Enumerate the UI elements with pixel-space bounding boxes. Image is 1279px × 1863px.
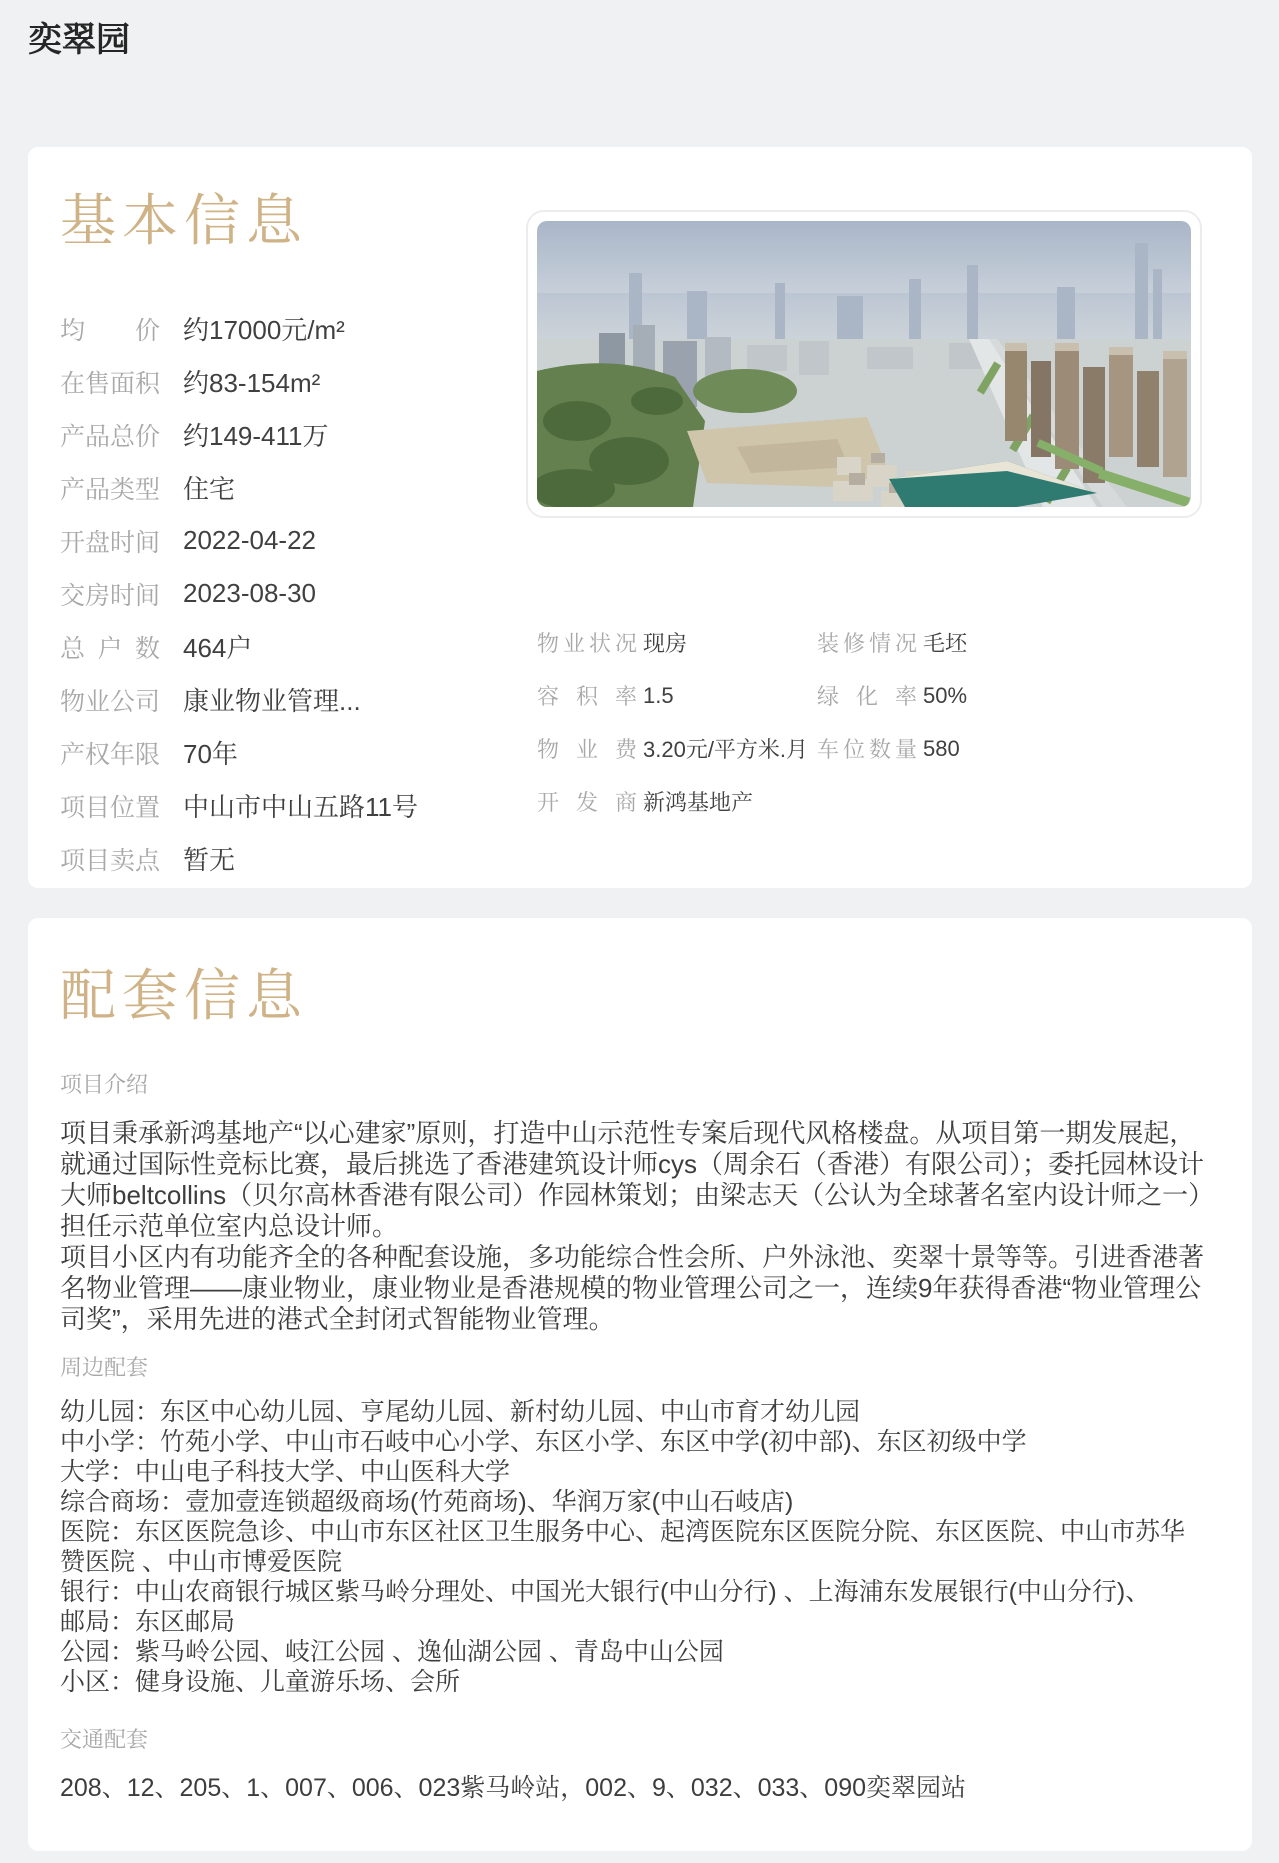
facility-item: 小区：健身设施、儿童游乐场、会所 (60, 1668, 461, 1696)
field-label: 物业状况 (537, 631, 637, 656)
aerial-city-photo-graphic (537, 221, 1191, 507)
basic-info-field-list (60, 302, 526, 885)
field-label: 产权年限 (60, 740, 161, 769)
facility-item: 公园：紫马岭公园、岐江公园 、逸仙湖公园 、青岛中山公园 (60, 1638, 724, 1666)
field-value: 暂无 (183, 845, 236, 875)
basic-info-field-row (60, 779, 526, 832)
basic-info-left-column (60, 190, 526, 885)
basic-info-field-row (60, 832, 526, 885)
field-label: 绿化率 (817, 684, 917, 709)
basic-info-field-row (60, 408, 526, 461)
field-value: 约17000元/m² (183, 315, 345, 345)
field-label: 产品类型 (60, 475, 161, 504)
field-label: 开发商 (537, 790, 637, 815)
basic-info-field-row (60, 302, 526, 355)
detail-field-row (537, 669, 817, 722)
field-label: 装修情况 (817, 631, 917, 656)
field-label: 开盘时间 (60, 528, 161, 557)
field-value: 1.5 (643, 682, 674, 708)
facility-item: 幼儿园：东区中心幼儿园、亨尾幼儿园、新村幼儿园、中山市育才幼儿园 (60, 1398, 861, 1426)
basic-info-field-row (60, 461, 526, 514)
basic-info-section-title: 基本信息 (60, 189, 308, 252)
field-value: 约149-411万 (183, 421, 329, 451)
basic-info-layout (60, 190, 1220, 885)
basic-info-detail-fields (526, 616, 1220, 828)
field-label: 项目卖点 (60, 846, 161, 875)
field-label: 物业公司 (60, 687, 161, 716)
facility-item: 大学：中山电子科技大学、中山医科大学 (60, 1458, 511, 1486)
facility-item: 中小学：竹苑小学、中山市石岐中心小学、东区小学、东区中学(初中部)、东区初级中学 (60, 1428, 1027, 1456)
field-value: 约83-154m² (183, 368, 321, 398)
basic-info-field-row (60, 726, 526, 779)
transport-label: 交通配套 (60, 1727, 149, 1752)
detail-field-row (537, 616, 817, 669)
field-label: 总户数 (60, 634, 160, 663)
basic-info-field-row (60, 514, 526, 567)
field-label: 在售面积 (60, 369, 161, 398)
field-label: 物业费 (537, 737, 637, 762)
nearby-facilities-list (60, 1397, 1208, 1697)
transport-routes: 208、12、205、1、007、006、023紫马岭站，002、9、032、033、090奕翠园站 (60, 1774, 967, 1802)
nearby-facilities-label: 周边配套 (60, 1355, 149, 1380)
field-value: 2023-08-30 (183, 578, 316, 608)
field-value: 毛坯 (923, 631, 968, 656)
facility-item: 综合商场：壹加壹连锁超级商场(竹苑商场)、华润万家(中山石岐店) (60, 1488, 794, 1516)
project-intro-label: 项目介绍 (60, 1072, 149, 1097)
facility-item: 邮局：东区邮局 (60, 1608, 236, 1636)
facilities-section-title: 配套信息 (60, 964, 308, 1027)
field-value: 3.20元/平方米.月 (643, 737, 809, 762)
field-label: 容积率 (537, 684, 637, 709)
basic-info-card (28, 147, 1252, 888)
detail-field-row (817, 616, 1220, 669)
field-value: 50% (923, 682, 968, 708)
basic-info-right-column (526, 190, 1220, 885)
property-aerial-photo[interactable] (526, 210, 1202, 518)
detail-field-row (537, 722, 817, 775)
intro-paragraph: 项目小区内有功能齐全的各种配套设施，多功能综合性会所、户外泳池、奕翠十景等等。引进香港著名物业管理——康业物业，康业物业是香港规模的物业管理公司之一，连续9年获得香港“物业管理公司奖”，采用先进的港式全封闭式智能物业管理。 (60, 1242, 1205, 1334)
field-value: 康业物业管理... (183, 686, 361, 716)
field-value: 现房 (643, 631, 688, 656)
basic-info-field-row (60, 567, 526, 620)
facility-item: 医院：东区医院急诊、中山市东区社区卫生服务中心、起湾医院东区医院分院、东区医院、中山市苏华赞医院 、中山市博爱医院 (60, 1518, 1186, 1576)
field-value: 70年 (183, 739, 238, 769)
field-value: 新鸿基地产 (643, 790, 754, 815)
page-title: 奕翠园 (28, 21, 130, 59)
project-intro-paragraphs (60, 1118, 1220, 1335)
detail-field-row (537, 775, 817, 828)
facility-item: 银行：中山农商银行城区紫马岭分理处、中国光大银行(中山分行) 、上海浦东发展银行(中山分行)、 (60, 1578, 1151, 1606)
intro-paragraph: 项目秉承新鸿基地产“以心建家”原则，打造中山示范性专案后现代风格楼盘。从项目第一期发展起，就通过国际性竞标比赛，最后挑选了香港建筑设计师cys（周余石（香港）有限公司）；委托园林设计大师beltcollins（贝尔高林香港有限公司）作园林策划；由梁志天（公认为全球著名室内设计师之一）担任示范单位室内总设计师。 (60, 1118, 1215, 1241)
basic-info-field-row (60, 673, 526, 726)
field-value: 住宅 (183, 474, 236, 504)
field-value: 464户 (183, 633, 253, 663)
basic-info-field-row (60, 620, 526, 673)
field-label: 均价 (60, 316, 160, 345)
detail-field-row (817, 722, 1220, 775)
field-label: 项目位置 (60, 793, 161, 822)
field-label: 产品总价 (60, 422, 161, 451)
basic-info-field-row (60, 355, 526, 408)
field-label: 车位数量 (817, 737, 917, 762)
field-value: 2022-04-22 (183, 525, 316, 555)
field-label: 交房时间 (60, 581, 161, 610)
facilities-card (28, 918, 1252, 1851)
field-value: 中山市中山五路11号 (183, 792, 418, 822)
detail-field-row (817, 669, 1220, 722)
field-value: 580 (923, 735, 960, 761)
